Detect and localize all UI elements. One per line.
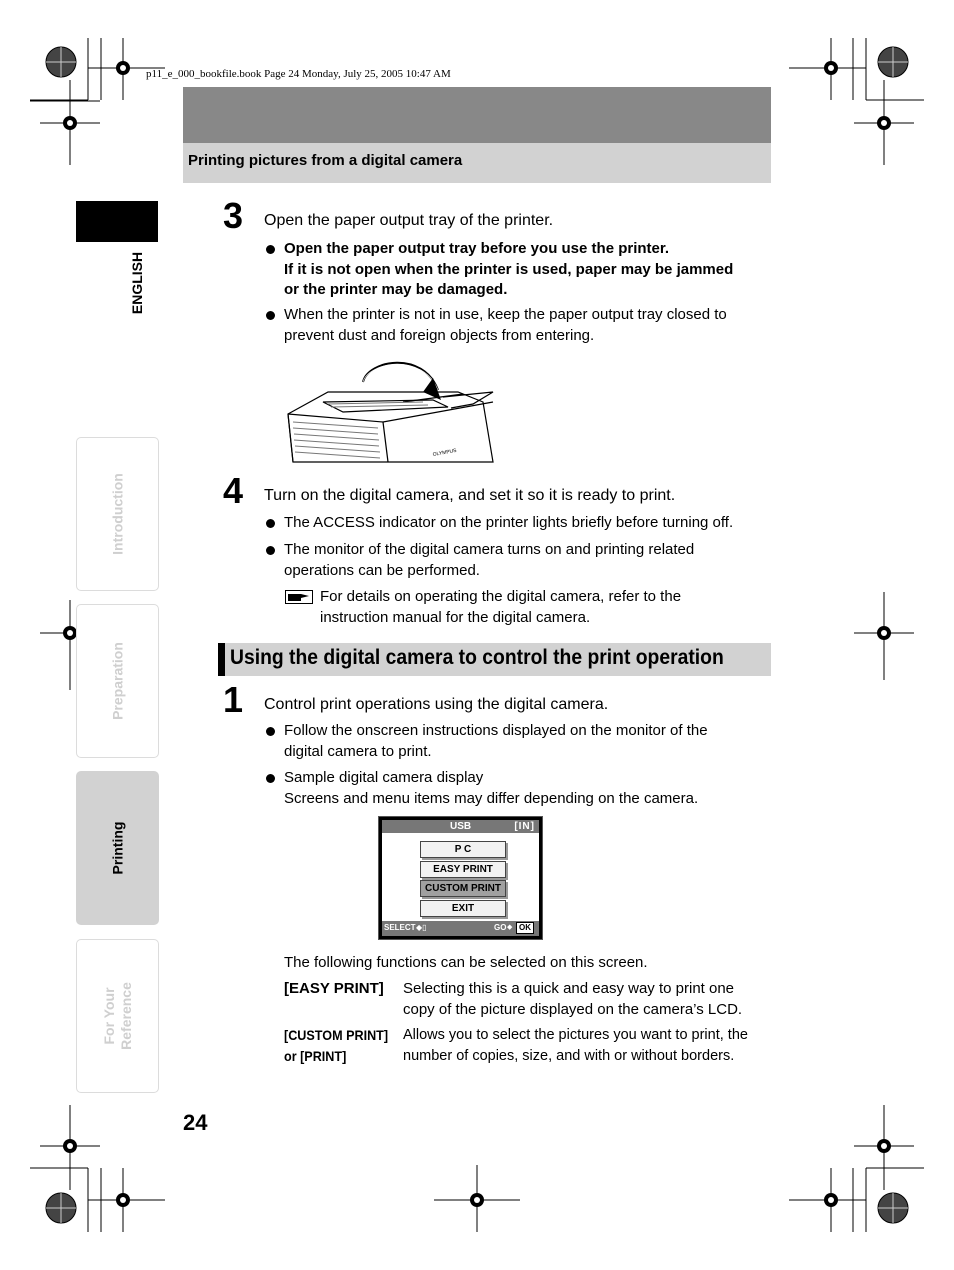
bullet-line: Open the paper output tray before you use the printer.	[284, 240, 670, 257]
description-line: number of copies, size, and with or without borders.	[403, 1047, 735, 1064]
camera-screen	[382, 820, 539, 936]
tab-for-your-reference[interactable]	[76, 939, 159, 1093]
bullet-line: Follow the onscreen instructions displayed on the monitor of the	[284, 722, 708, 739]
header-subtitle: Printing pictures from a digital camera	[188, 152, 463, 169]
language-marker	[76, 201, 158, 242]
bullet-dot	[266, 311, 275, 320]
bullet-line: Sample digital camera display	[284, 769, 484, 786]
function-term: [EASY PRINT]	[284, 980, 384, 997]
arrow-updown-icon: ◆▯	[416, 923, 427, 932]
function-description	[403, 979, 742, 1020]
tab-introduction[interactable]	[76, 437, 159, 591]
note-line: For details on operating the digital camera, refer to the	[320, 588, 682, 605]
header-subtitle-bar	[183, 143, 771, 183]
bullet-dot	[266, 519, 275, 528]
description-line: Allows you to select the pictures you want to print, the	[403, 1027, 748, 1043]
camera-footer-select: SELECT	[384, 923, 416, 932]
camera-menu-exit[interactable]: EXIT	[420, 900, 506, 917]
description-line: Selecting this is a quick and easy way to print one	[403, 980, 735, 997]
tab-label-line2: Reference	[117, 982, 134, 1050]
functions-intro: The following functions can be selected on this screen.	[284, 954, 648, 971]
bullet-line: If it is not open when the printer is used, paper may be jammed	[284, 260, 734, 278]
tab-label: Preparation	[109, 642, 125, 720]
camera-display	[378, 816, 543, 940]
bullet-line: When the printer is not in use, keep the paper output tray closed to	[284, 306, 727, 323]
file-header: p11_e_000_bookfile.book Page 24 Monday, July 25, 2005 10:47 AM	[146, 68, 451, 80]
camera-mode-badge: [IN]	[514, 821, 535, 832]
printer-brand: OLYMPUS	[432, 447, 458, 458]
camera-footer	[382, 921, 539, 936]
printer-illustration	[283, 352, 498, 464]
bullet-line: digital camera to print.	[284, 742, 432, 760]
step-text: Open the paper output tray of the printer.	[264, 212, 554, 229]
camera-title-bar	[382, 820, 539, 833]
bullet-line: or the printer may be damaged.	[284, 281, 508, 298]
camera-title: USB	[450, 821, 472, 832]
tab-label	[101, 982, 135, 1050]
language-label: ENGLISH	[129, 251, 145, 315]
step-number: 3	[223, 195, 244, 236]
description-line: copy of the picture displayed on the camera’s LCD.	[403, 1000, 743, 1018]
section-heading	[218, 643, 771, 676]
tab-label-line1: For Your	[100, 987, 117, 1045]
bullet-line: The monitor of the digital camera turns on and printing related	[284, 541, 695, 558]
page-number: 24	[183, 1110, 208, 1135]
bullet-dot	[266, 727, 275, 736]
bullet-dot	[266, 546, 275, 555]
note-line: instruction manual for the digital camera.	[320, 608, 591, 626]
header-bar	[183, 87, 771, 143]
camera-menu-custom-print[interactable]: CUSTOM PRINT	[420, 880, 506, 897]
ok-button-icon: OK	[516, 922, 534, 934]
section-title: Using the digital camera to control the print operation	[230, 646, 724, 669]
term-line: or [PRINT]	[284, 1047, 347, 1064]
bullet-line: Screens and menu items may differ depending on the camera.	[284, 789, 699, 807]
bullet-line: prevent dust and foreign objects from entering.	[284, 326, 595, 344]
tab-preparation[interactable]	[76, 604, 159, 758]
function-term	[284, 1025, 388, 1066]
bullet-dot	[266, 774, 275, 783]
step-text: Turn on the digital camera, and set it so it is ready to print.	[264, 487, 676, 504]
bullet-line: operations can be performed.	[284, 561, 480, 579]
camera-menu-easy-print[interactable]: EASY PRINT	[420, 861, 506, 878]
step-text: Control print operations using the digital camera.	[264, 696, 609, 713]
note-text	[320, 587, 681, 628]
function-description	[403, 1025, 748, 1066]
step-number: 1	[223, 679, 244, 720]
camera-footer-go: GO	[494, 923, 507, 932]
bullet-dot	[266, 245, 275, 254]
diamond-icon: ◆	[507, 924, 513, 931]
bullet-line: The ACCESS indicator on the printer lights briefly before turning off.	[284, 514, 734, 531]
step-number: 4	[223, 470, 244, 511]
tab-printing[interactable]	[76, 771, 159, 925]
pointing-hand-icon	[285, 590, 313, 604]
term-line: [CUSTOM PRINT]	[284, 1027, 389, 1043]
tab-label: Printing	[109, 821, 125, 875]
camera-menu-pc[interactable]: P C	[420, 841, 506, 858]
tab-label: Introduction	[109, 473, 125, 555]
